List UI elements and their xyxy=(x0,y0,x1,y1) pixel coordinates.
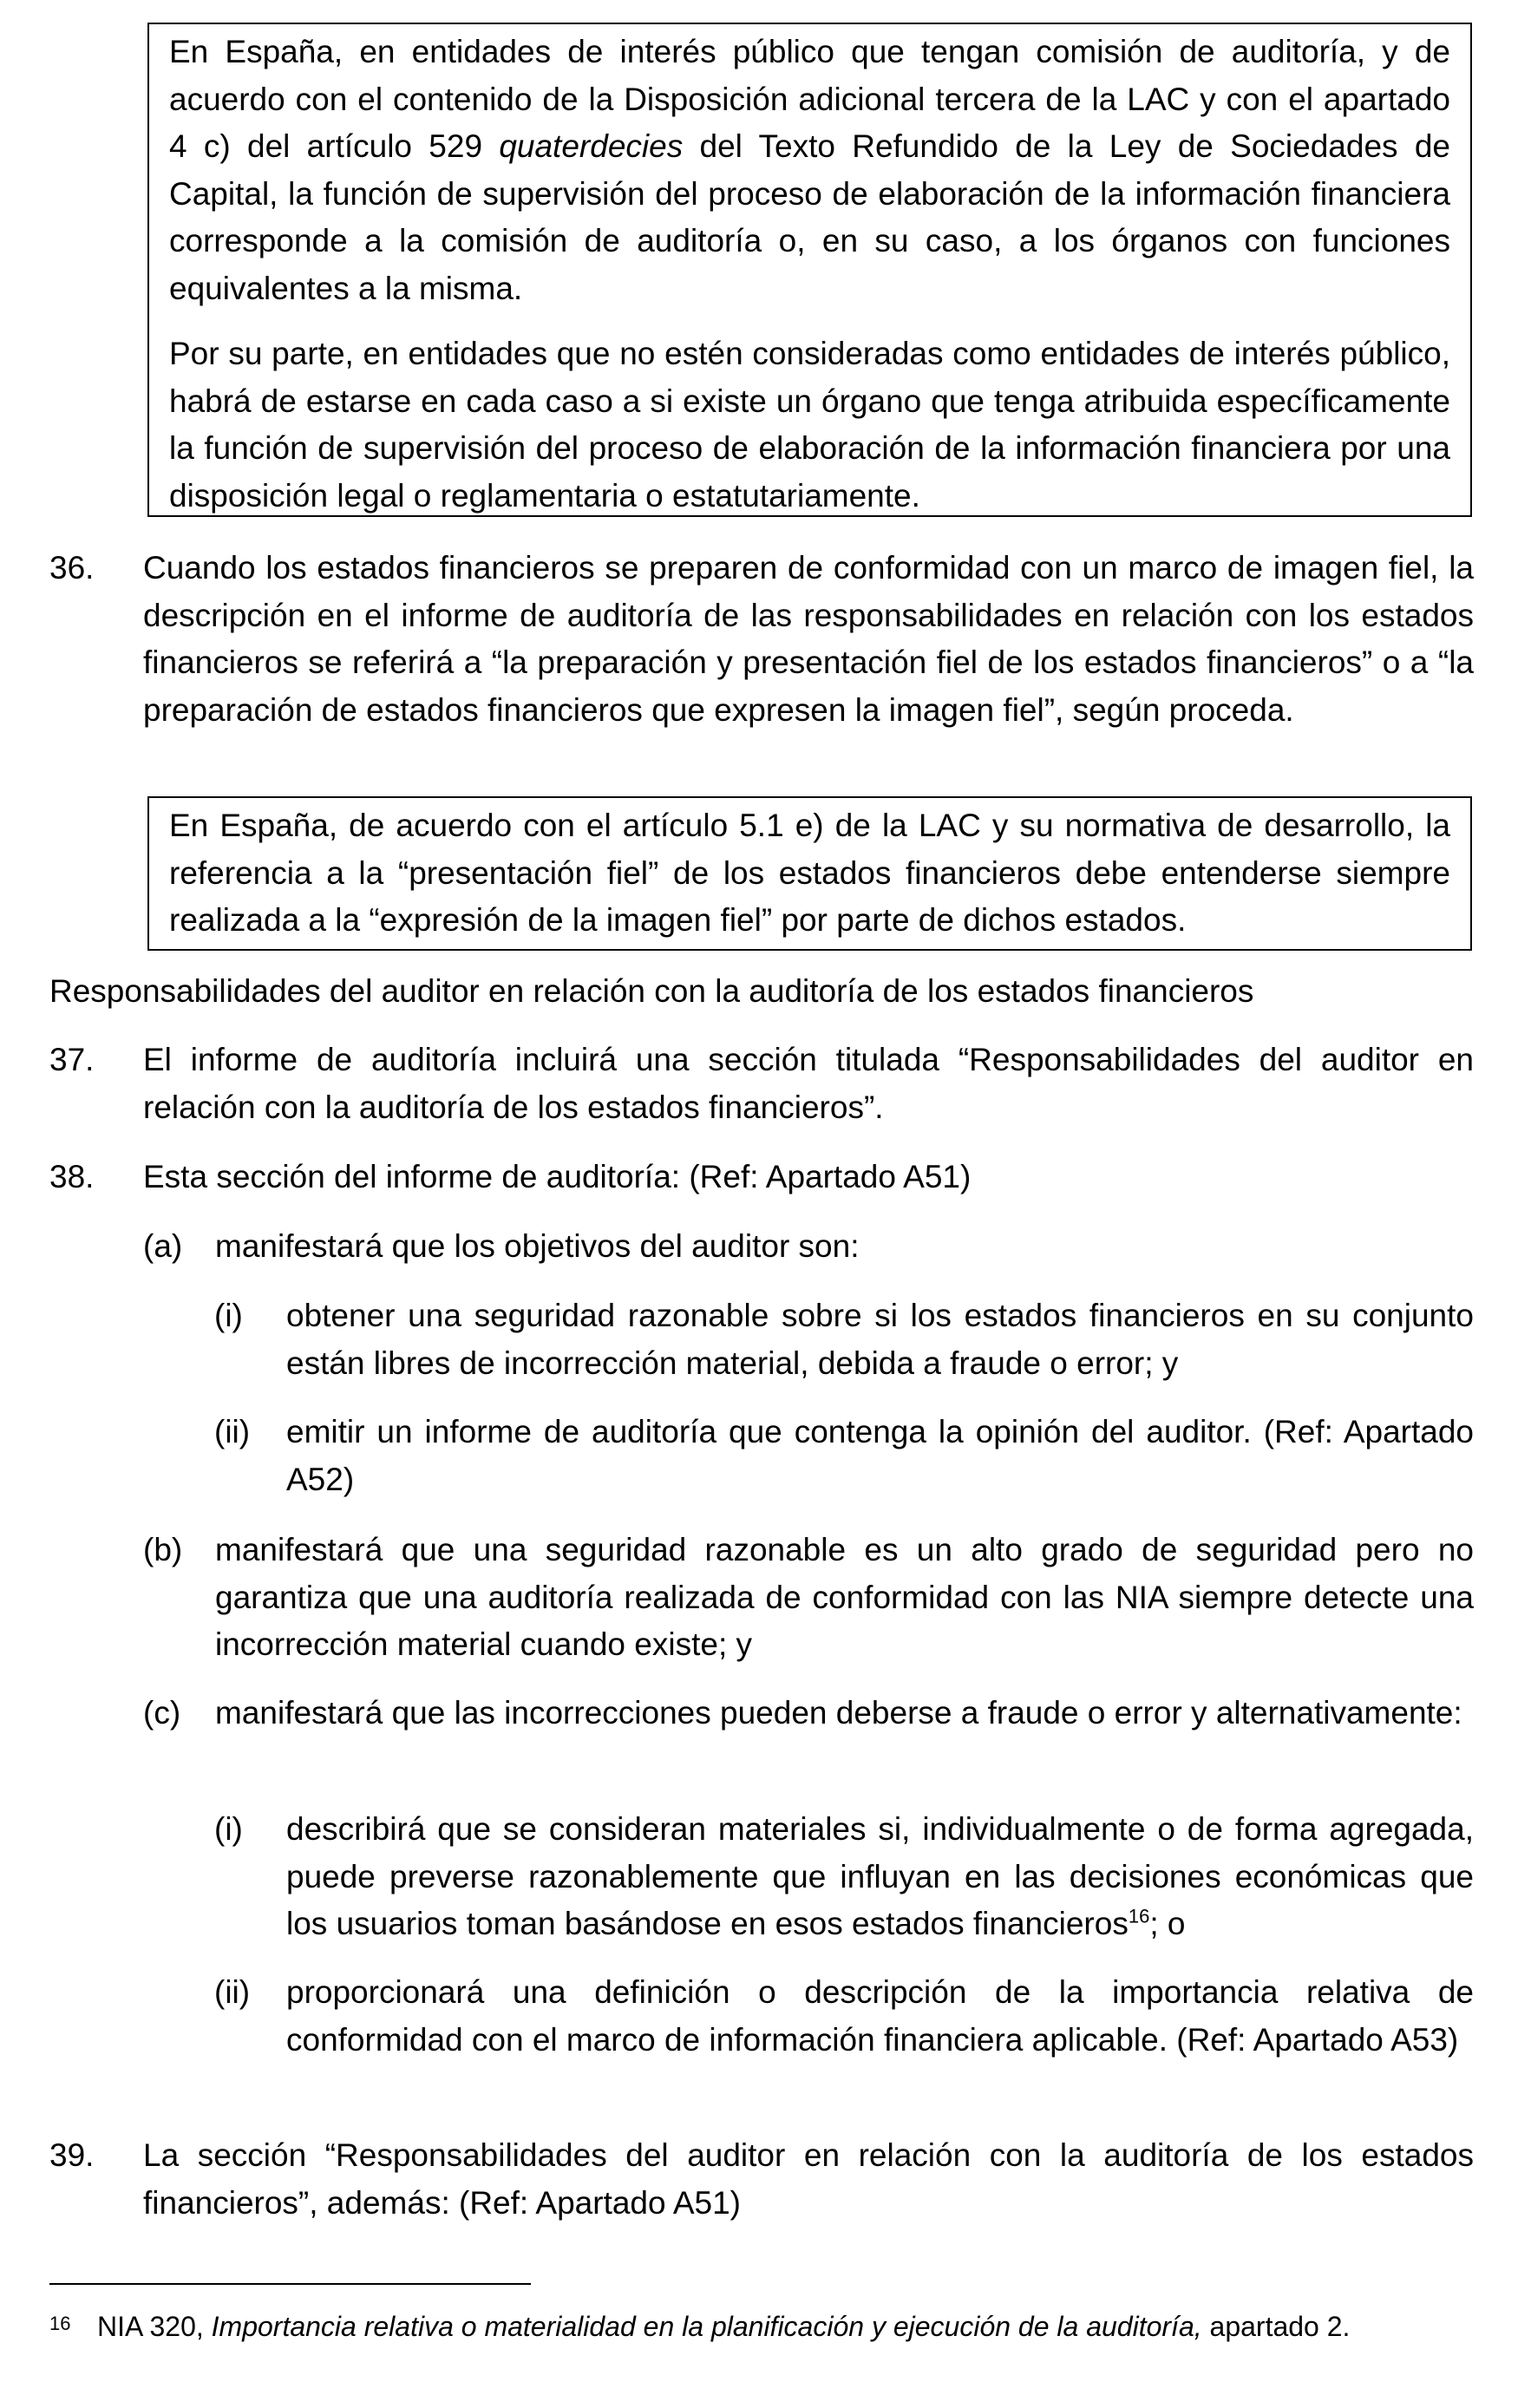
item-c-i-label: (i) xyxy=(214,1811,243,1847)
para-39-number: 39. xyxy=(49,2137,95,2173)
box1-paragraph-1: En España, en entidades de interés público que tengan comisión de auditoría, y de acuerdo con el contenido de la Disposición adicional tercera de la LAC y con el apartado 4 c) del artículo 529 quaterdecies del Texto Refundido de la Ley de Sociedades de Capital, la función de supervisión del proceso de elaboración de la información financiera corresponde a la comisión de auditoría o, en su caso, a los órganos con funciones equivalentes a la misma. xyxy=(169,34,1450,306)
item-a-ii-text: emitir un informe de auditoría que contenga la opinión del auditor. (Ref: Apartado A52) xyxy=(286,1414,1474,1497)
item-c-ii-text: proporcionará una definición o descripción de la importancia relativa de conformidad con el marco de información financiera aplicable. (Ref: Apartado A53) xyxy=(286,1974,1474,2058)
para-36-text: Cuando los estados financieros se preparen de conformidad con un marco de imagen fiel, la descripción en el informe de auditoría de las responsabilidades en relación con los estados financieros se referirá a “la preparación y presentación fiel de los estados financieros” o a “la preparación de estados financieros que expresen la imagen fiel”, según proceda. xyxy=(143,550,1474,728)
section-heading: Responsabilidades del auditor en relación con la auditoría de los estados financieros xyxy=(49,973,1254,1009)
item-c-label: (c) xyxy=(143,1695,181,1731)
footnote-text: NIA 320, Importancia relativa o materialidad en la planificación y ejecución de la auditoría, apartado 2. xyxy=(97,2311,1351,2342)
footnote-ref-16[interactable]: 16 xyxy=(1128,1905,1150,1927)
footnote-number: 16 xyxy=(49,2313,71,2334)
para-38-number: 38. xyxy=(49,1159,95,1194)
item-a-text: manifestará que los objetivos del auditor son: xyxy=(215,1228,860,1264)
para-37-text: El informe de auditoría incluirá una sección titulada “Responsabilidades del auditor en relación con la auditoría de los estados financieros”. xyxy=(143,1042,1474,1125)
spain-note-box-2 xyxy=(147,796,1472,951)
box2-paragraph: En España, de acuerdo con el artículo 5.1 e) de la LAC y su normativa de desarrollo, la referencia a la “presentación fiel” de los estados financieros debe entenderse siempre realizada a la “expresión de la imagen fiel” por parte de dichos estados. xyxy=(169,808,1450,938)
item-a-i-label: (i) xyxy=(214,1298,243,1333)
para-36-number: 36. xyxy=(49,550,95,586)
para-38-text: Esta sección del informe de auditoría: (Ref: Apartado A51) xyxy=(143,1159,972,1194)
item-b-text: manifestará que una seguridad razonable es un alto grado de seguridad pero no garantiza que una auditoría realizada de conformidad con las NIA siempre detecte una incorrección material cuando existe; y xyxy=(215,1532,1474,1662)
item-c-ii-label: (ii) xyxy=(214,1974,251,2010)
item-a-label: (a) xyxy=(143,1228,183,1264)
para-39-text: La sección “Responsabilidades del auditor en relación con la auditoría de los estados financieros”, además: (Ref: Apartado A51) xyxy=(143,2137,1474,2221)
spain-note-box-1 xyxy=(147,23,1472,517)
item-c-text: manifestará que las incorrecciones pueden deberse a fraude o error y alternativamente: xyxy=(215,1695,1462,1731)
box1-paragraph-2: Por su parte, en entidades que no estén consideradas como entidades de interés público, habrá de estarse en cada caso a si existe un órgano que tenga atribuida específicamente la función de supervisión del proceso de elaboración de la información financiera por una disposición legal o reglamentaria o estatutariamente. xyxy=(169,336,1450,514)
item-a-i-text: obtener una seguridad razonable sobre si los estados financieros en su conjunto están libres de incorrección material, debida a fraude o error; y xyxy=(286,1298,1474,1381)
item-a-ii-label: (ii) xyxy=(214,1414,251,1449)
item-c-i-text: describirá que se consideran materiales si, individualmente o de forma agregada, puede preverse razonablemente que influyan en las decisiones económicas que los usuarios toman basándose en esos estados financieros$^{16}$; o xyxy=(286,1811,1474,1941)
item-b-label: (b) xyxy=(143,1532,183,1567)
para-37-number: 37. xyxy=(49,1042,95,1077)
footnote-separator xyxy=(49,2283,531,2285)
